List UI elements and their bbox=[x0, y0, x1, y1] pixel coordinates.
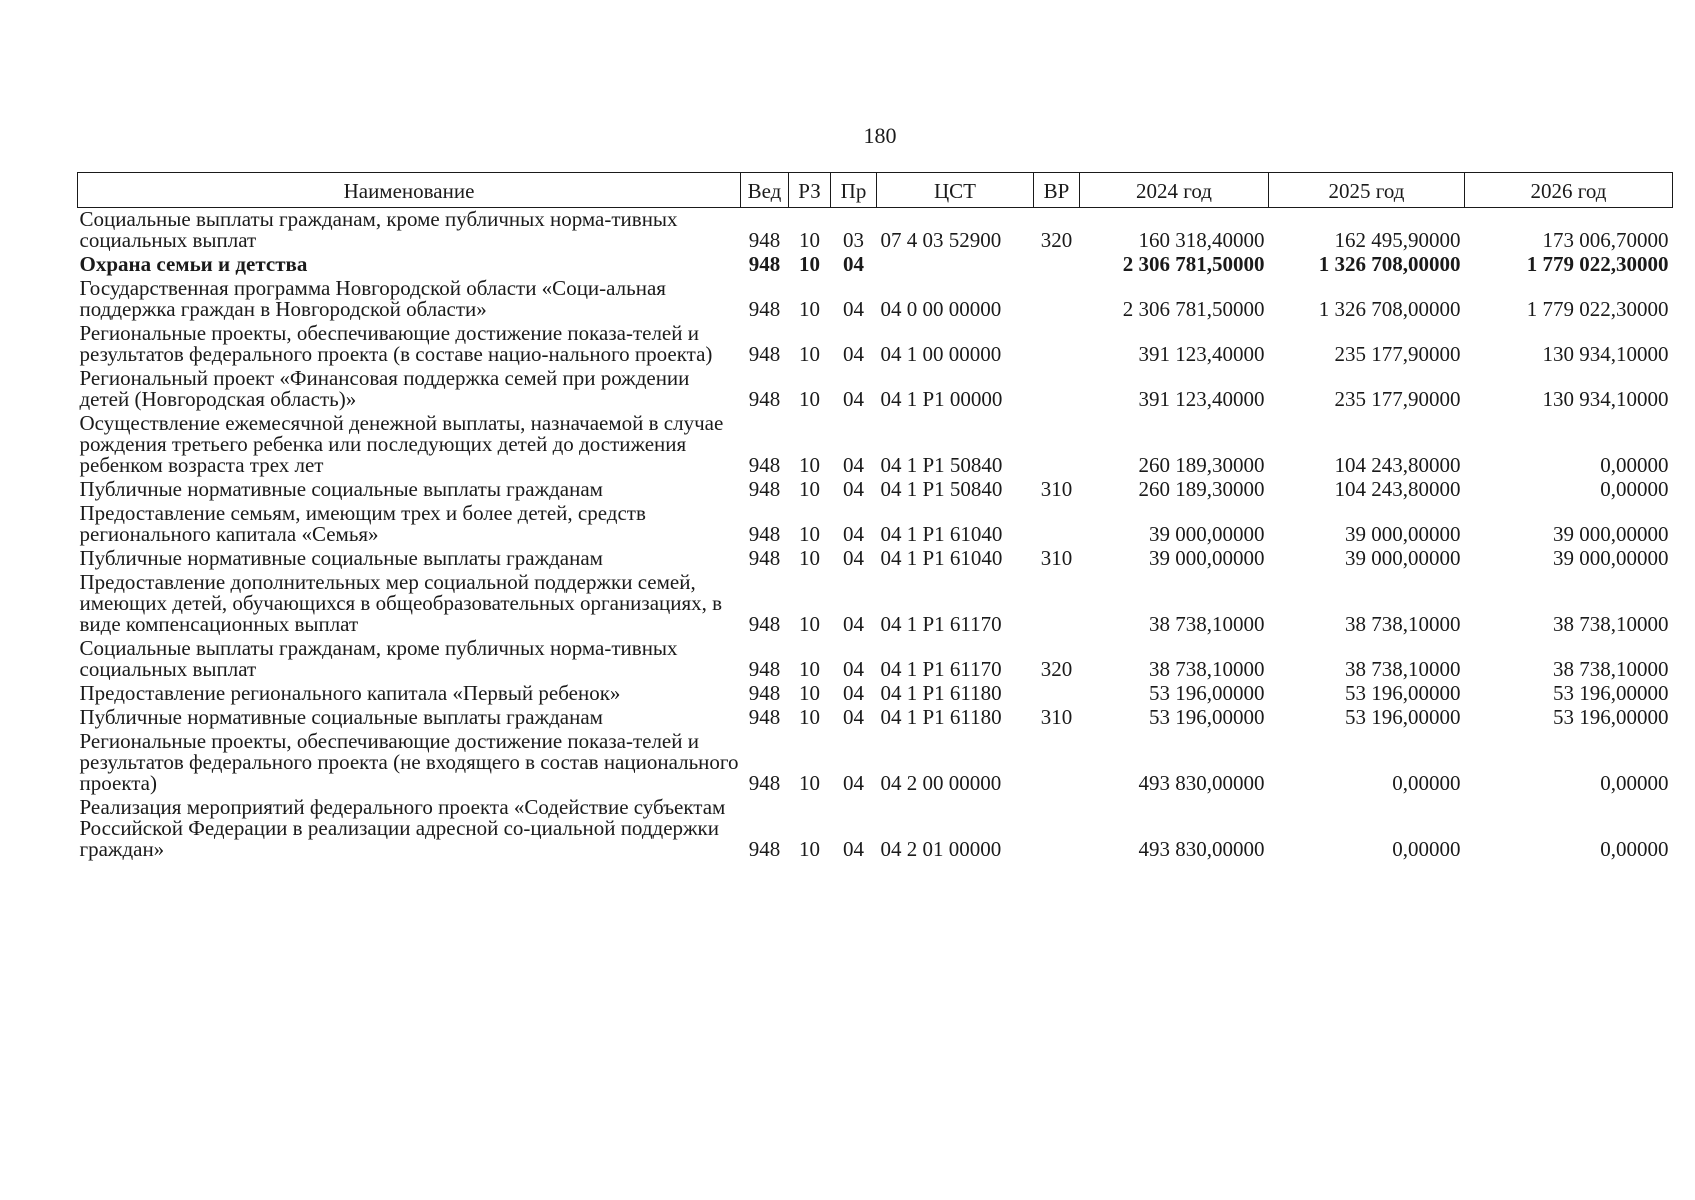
cell-name: Региональные проекты, обеспечивающие достижение показа-телей и результатов федерального проекта (не входящего в состав национального проекта) bbox=[79, 729, 739, 795]
cell-2026: 38 738,10000 bbox=[1553, 657, 1669, 681]
cell-ved: 948 bbox=[748, 612, 781, 636]
cell-rz: 10 bbox=[799, 477, 820, 501]
cell-2024: 391 123,40000 bbox=[1138, 387, 1265, 411]
cell-rz: 10 bbox=[799, 546, 820, 570]
cell-vr bbox=[1034, 571, 1080, 637]
budget-table bbox=[77, 172, 1673, 862]
header-pr: Пр bbox=[831, 173, 877, 208]
cell-cst: 04 1 Р1 61180 bbox=[880, 681, 1002, 705]
cell-rz: 10 bbox=[799, 297, 820, 321]
cell-rz: 10 bbox=[799, 657, 820, 681]
cell-2025: 1 326 708,00000 bbox=[1318, 252, 1461, 276]
header-name: Наименование bbox=[78, 173, 741, 208]
cell-pr: 04 bbox=[843, 657, 864, 681]
cell-cst: 04 2 01 00000 bbox=[880, 837, 1002, 861]
cell-2024: 38 738,10000 bbox=[1149, 657, 1265, 681]
cell-rz: 10 bbox=[799, 453, 820, 477]
cell-name: Публичные нормативные социальные выплаты гражданам bbox=[79, 546, 603, 570]
cell-ved: 948 bbox=[748, 705, 781, 729]
cell-2024: 53 196,00000 bbox=[1149, 681, 1265, 705]
cell-2025: 53 196,00000 bbox=[1345, 705, 1461, 729]
cell-rz: 10 bbox=[799, 387, 820, 411]
cell-pr: 04 bbox=[843, 477, 864, 501]
cell-2024: 53 196,00000 bbox=[1149, 705, 1265, 729]
table-row bbox=[78, 322, 1673, 367]
cell-cst: 04 1 Р1 00000 bbox=[880, 387, 1003, 411]
cell-pr: 04 bbox=[843, 546, 864, 570]
cell-2025: 104 243,80000 bbox=[1334, 453, 1461, 477]
table-row bbox=[78, 253, 1673, 277]
table-row bbox=[78, 547, 1673, 571]
cell-vr bbox=[1034, 502, 1080, 547]
cell-cst bbox=[877, 253, 1034, 277]
cell-rz: 10 bbox=[799, 837, 820, 861]
cell-pr: 04 bbox=[843, 612, 864, 636]
cell-2025: 0,00000 bbox=[1392, 837, 1461, 861]
cell-2026: 39 000,00000 bbox=[1553, 546, 1669, 570]
header-rz: РЗ bbox=[789, 173, 831, 208]
cell-rz: 10 bbox=[799, 252, 820, 276]
cell-pr: 04 bbox=[843, 252, 864, 276]
cell-2024: 260 189,30000 bbox=[1138, 477, 1265, 501]
cell-cst: 04 0 00 00000 bbox=[880, 297, 1002, 321]
cell-vr bbox=[1034, 682, 1080, 706]
cell-2024: 39 000,00000 bbox=[1149, 546, 1265, 570]
cell-cst: 07 4 03 52900 bbox=[880, 228, 1002, 252]
cell-2025: 235 177,90000 bbox=[1334, 342, 1461, 366]
table-row bbox=[78, 706, 1673, 730]
cell-name: Реализация мероприятий федерального проекта «Содействие субъектам Российской Федерации в реализации адресной со-циальной поддержки граждан» bbox=[79, 795, 726, 861]
cell-2025: 1 326 708,00000 bbox=[1318, 297, 1461, 321]
cell-pr: 04 bbox=[843, 681, 864, 705]
cell-2026: 0,00000 bbox=[1600, 837, 1669, 861]
cell-pr: 04 bbox=[843, 837, 864, 861]
table-row bbox=[78, 478, 1673, 502]
cell-2024: 2 306 781,50000 bbox=[1122, 297, 1265, 321]
header-year-2026: 2026 год bbox=[1465, 173, 1673, 208]
cell-ved: 948 bbox=[748, 522, 781, 546]
cell-pr: 03 bbox=[843, 228, 864, 252]
cell-cst: 04 1 00 00000 bbox=[880, 342, 1002, 366]
cell-vr: 310 bbox=[1040, 477, 1073, 501]
table-row bbox=[78, 412, 1673, 478]
cell-name: Осуществление ежемесячной денежной выплаты, назначаемой в случае рождения третьего ребенка или последующих детей до достижения ребенком возраста трех лет bbox=[79, 411, 724, 477]
cell-2026: 53 196,00000 bbox=[1553, 705, 1669, 729]
cell-vr bbox=[1034, 322, 1080, 367]
cell-2025: 235 177,90000 bbox=[1334, 387, 1461, 411]
cell-2026: 1 779 022,30000 bbox=[1526, 252, 1669, 276]
table-body bbox=[78, 208, 1673, 863]
cell-2025: 39 000,00000 bbox=[1345, 522, 1461, 546]
cell-2025: 38 738,10000 bbox=[1345, 657, 1461, 681]
cell-ved: 948 bbox=[748, 387, 781, 411]
cell-ved: 948 bbox=[748, 657, 781, 681]
cell-2025: 38 738,10000 bbox=[1345, 612, 1461, 636]
cell-2024: 493 830,00000 bbox=[1138, 771, 1265, 795]
cell-name: Государственная программа Новгородской области «Соци-альная поддержка граждан в Новгородской области» bbox=[79, 276, 666, 321]
cell-name: Социальные выплаты гражданам, кроме публичных норма-тивных социальных выплат bbox=[79, 636, 678, 681]
cell-pr: 04 bbox=[843, 342, 864, 366]
cell-cst: 04 1 Р1 61040 bbox=[880, 546, 1003, 570]
cell-cst: 04 1 Р1 61170 bbox=[880, 612, 1002, 636]
header-year-2025: 2025 год bbox=[1269, 173, 1465, 208]
cell-name: Предоставление регионального капитала «Первый ребенок» bbox=[79, 681, 621, 705]
cell-2025: 39 000,00000 bbox=[1345, 546, 1461, 570]
cell-rz: 10 bbox=[799, 705, 820, 729]
cell-vr: 310 bbox=[1040, 546, 1073, 570]
header-ved: Вед bbox=[741, 173, 789, 208]
cell-ved: 948 bbox=[748, 477, 781, 501]
cell-2026: 173 006,70000 bbox=[1542, 228, 1669, 252]
cell-cst: 04 1 Р1 61170 bbox=[880, 657, 1002, 681]
cell-pr: 04 bbox=[843, 387, 864, 411]
cell-2026: 1 779 022,30000 bbox=[1526, 297, 1669, 321]
cell-ved: 948 bbox=[748, 681, 781, 705]
cell-rz: 10 bbox=[799, 342, 820, 366]
cell-pr: 04 bbox=[843, 705, 864, 729]
cell-2025: 0,00000 bbox=[1392, 771, 1461, 795]
cell-ved: 948 bbox=[748, 546, 781, 570]
header-vr: ВР bbox=[1034, 173, 1080, 208]
cell-2024: 160 318,40000 bbox=[1138, 228, 1265, 252]
cell-cst: 04 1 Р1 50840 bbox=[880, 453, 1003, 477]
cell-ved: 948 bbox=[748, 297, 781, 321]
cell-2026: 39 000,00000 bbox=[1553, 522, 1669, 546]
cell-ved: 948 bbox=[748, 453, 781, 477]
cell-vr bbox=[1034, 277, 1080, 322]
cell-ved: 948 bbox=[748, 342, 781, 366]
table-row bbox=[78, 682, 1673, 706]
header-year-2024: 2024 год bbox=[1080, 173, 1269, 208]
cell-name: Охрана семьи и детства bbox=[79, 252, 308, 276]
cell-2024: 391 123,40000 bbox=[1138, 342, 1265, 366]
cell-cst: 04 2 00 00000 bbox=[880, 771, 1002, 795]
cell-2024: 493 830,00000 bbox=[1138, 837, 1265, 861]
cell-2024: 2 306 781,50000 bbox=[1122, 252, 1265, 276]
table-row bbox=[78, 730, 1673, 796]
cell-name: Публичные нормативные социальные выплаты гражданам bbox=[79, 477, 603, 501]
cell-2026: 53 196,00000 bbox=[1553, 681, 1669, 705]
cell-rz: 10 bbox=[799, 612, 820, 636]
cell-2026: 0,00000 bbox=[1600, 477, 1669, 501]
cell-vr: 320 bbox=[1040, 228, 1073, 252]
page-number: 180 bbox=[863, 123, 897, 148]
cell-name: Публичные нормативные социальные выплаты гражданам bbox=[79, 705, 603, 729]
table-row bbox=[78, 571, 1673, 637]
cell-name: Региональные проекты, обеспечивающие достижение показа-телей и результатов федерального проекта (в составе нацио-нального проекта) bbox=[79, 321, 713, 366]
cell-vr bbox=[1034, 730, 1080, 796]
cell-vr bbox=[1034, 367, 1080, 412]
table-row bbox=[78, 277, 1673, 322]
table-row bbox=[78, 796, 1673, 862]
table-row bbox=[78, 502, 1673, 547]
cell-vr bbox=[1034, 412, 1080, 478]
cell-name: Предоставление семьям, имеющим трех и более детей, средств регионального капитала «Семья» bbox=[79, 501, 646, 546]
cell-pr: 04 bbox=[843, 297, 864, 321]
cell-2025: 162 495,90000 bbox=[1334, 228, 1461, 252]
table-row bbox=[78, 367, 1673, 412]
cell-2024: 38 738,10000 bbox=[1149, 612, 1265, 636]
cell-ved: 948 bbox=[748, 228, 781, 252]
cell-pr: 04 bbox=[843, 771, 864, 795]
cell-cst: 04 1 Р1 61040 bbox=[880, 522, 1003, 546]
cell-2025: 53 196,00000 bbox=[1345, 681, 1461, 705]
cell-2026: 130 934,10000 bbox=[1542, 387, 1669, 411]
cell-ved: 948 bbox=[748, 771, 781, 795]
table-row bbox=[78, 208, 1673, 254]
cell-name: Региональный проект «Финансовая поддержка семей при рождении детей (Новгородская область)» bbox=[79, 366, 690, 411]
cell-name: Предоставление дополнительных мер социальной поддержки семей, имеющих детей, обучающихся в общеобразовательных организациях, в виде компенсационных выплат bbox=[79, 570, 723, 636]
cell-pr: 04 bbox=[843, 453, 864, 477]
cell-rz: 10 bbox=[799, 771, 820, 795]
cell-2024: 39 000,00000 bbox=[1149, 522, 1265, 546]
cell-rz: 10 bbox=[799, 681, 820, 705]
cell-rz: 10 bbox=[799, 228, 820, 252]
cell-name: Социальные выплаты гражданам, кроме публичных норма-тивных социальных выплат bbox=[79, 207, 678, 252]
cell-vr bbox=[1034, 253, 1080, 277]
table-row bbox=[78, 637, 1673, 682]
cell-vr: 320 bbox=[1040, 657, 1073, 681]
cell-pr: 04 bbox=[843, 522, 864, 546]
header-cst: ЦСТ bbox=[877, 173, 1034, 208]
cell-2025: 104 243,80000 bbox=[1334, 477, 1461, 501]
cell-2026: 0,00000 bbox=[1600, 453, 1669, 477]
cell-2026: 38 738,10000 bbox=[1553, 612, 1669, 636]
cell-rz: 10 bbox=[799, 522, 820, 546]
cell-2026: 0,00000 bbox=[1600, 771, 1669, 795]
cell-vr: 310 bbox=[1040, 705, 1073, 729]
cell-ved: 948 bbox=[748, 837, 781, 861]
cell-cst: 04 1 Р1 61180 bbox=[880, 705, 1002, 729]
cell-2024: 260 189,30000 bbox=[1138, 453, 1265, 477]
cell-ved: 948 bbox=[748, 252, 781, 276]
cell-2026: 130 934,10000 bbox=[1542, 342, 1669, 366]
cell-cst: 04 1 Р1 50840 bbox=[880, 477, 1003, 501]
cell-vr bbox=[1034, 796, 1080, 862]
table-header-row bbox=[78, 173, 1673, 208]
